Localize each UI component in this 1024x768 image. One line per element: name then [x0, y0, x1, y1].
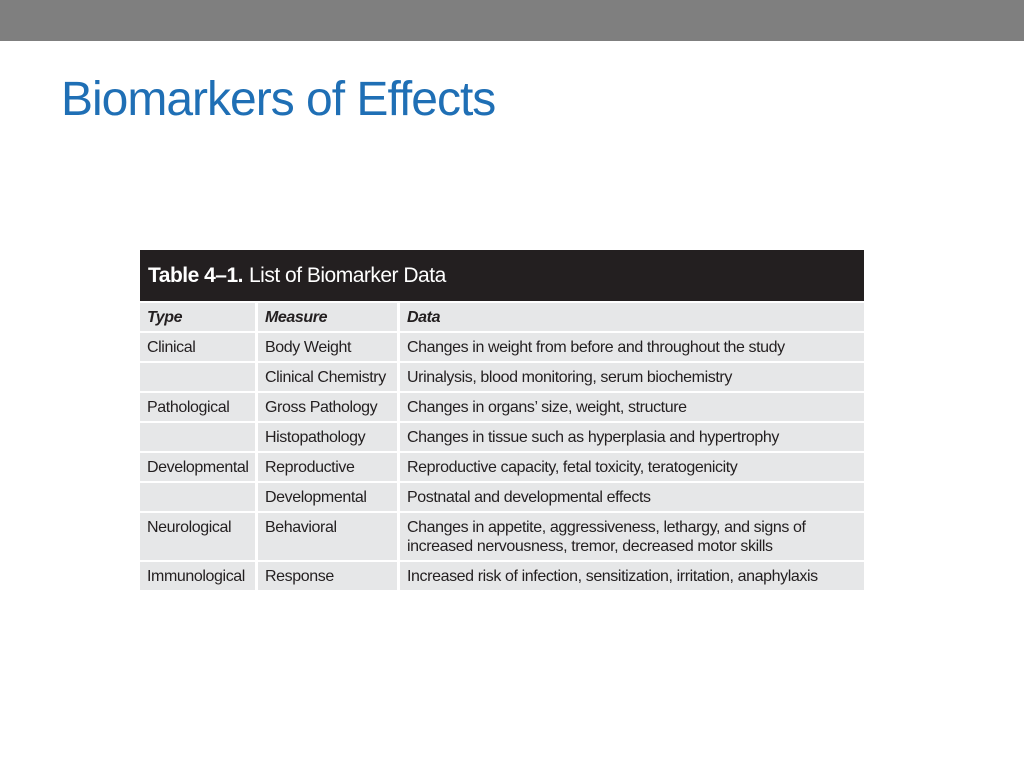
table-row — [140, 423, 864, 451]
cell-type: Clinical — [140, 333, 258, 361]
cell-measure: Reproductive — [258, 453, 400, 481]
table-row — [140, 483, 864, 511]
cell-data: Postnatal and developmental effects — [400, 483, 864, 511]
table-caption-label: Table 4–1. — [148, 263, 243, 287]
cell-data: Increased risk of infection, sensitization, irritation, anaphylaxis — [400, 562, 864, 590]
cell-data: Changes in organs’ size, weight, structure — [400, 393, 864, 421]
cell-data: Changes in tissue such as hyperplasia and hypertrophy — [400, 423, 864, 451]
cell-measure: Response — [258, 562, 400, 590]
cell-measure: Developmental — [258, 483, 400, 511]
cell-measure: Body Weight — [258, 333, 400, 361]
table-row — [140, 363, 864, 391]
table-row — [140, 513, 864, 560]
table-row — [140, 453, 864, 481]
table-header-row — [140, 303, 864, 331]
table-row — [140, 333, 864, 361]
cell-type: Developmental — [140, 453, 258, 481]
header-data: Data — [400, 303, 864, 331]
cell-measure: Behavioral — [258, 513, 400, 560]
table-caption-text: List of Biomarker Data — [249, 263, 446, 287]
cell-measure: Gross Pathology — [258, 393, 400, 421]
cell-type — [140, 423, 258, 451]
slide-title: Biomarkers of Effects — [61, 73, 496, 126]
cell-data: Urinalysis, blood monitoring, serum biochemistry — [400, 363, 864, 391]
cell-data: Changes in weight from before and throughout the study — [400, 333, 864, 361]
cell-type: Neurological — [140, 513, 258, 560]
header-measure: Measure — [258, 303, 400, 331]
cell-measure: Histopathology — [258, 423, 400, 451]
cell-data: Changes in appetite, aggressiveness, lethargy, and signs of increased nervousness, tremor, decreased motor skills — [400, 513, 864, 560]
biomarker-table — [140, 301, 864, 592]
cell-type — [140, 483, 258, 511]
header-type: Type — [140, 303, 258, 331]
table-row — [140, 562, 864, 590]
biomarker-table-figure — [140, 250, 864, 592]
cell-type: Pathological — [140, 393, 258, 421]
cell-measure: Clinical Chemistry — [258, 363, 400, 391]
table-row — [140, 393, 864, 421]
cell-type: Immunological — [140, 562, 258, 590]
top-bar — [0, 0, 1024, 41]
table-caption — [140, 250, 864, 301]
cell-data: Reproductive capacity, fetal toxicity, teratogenicity — [400, 453, 864, 481]
cell-type — [140, 363, 258, 391]
